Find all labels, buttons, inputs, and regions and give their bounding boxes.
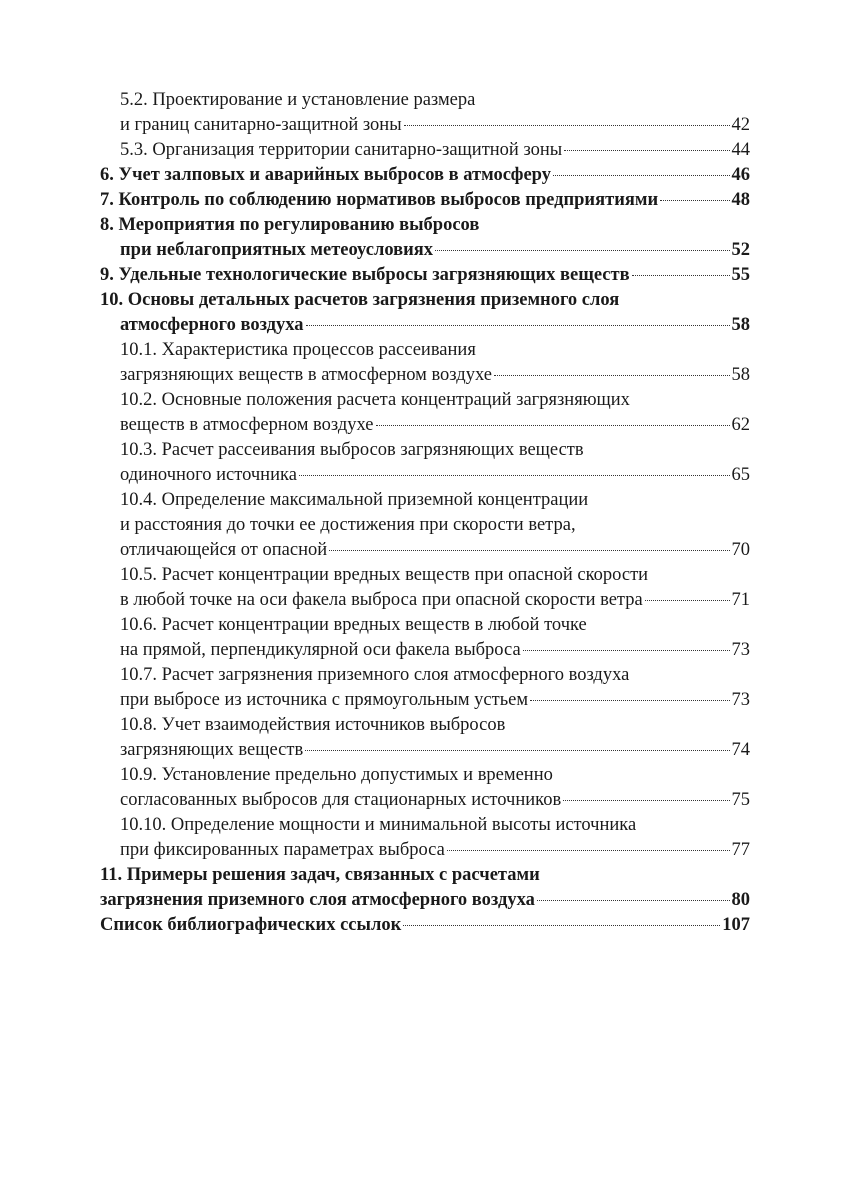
toc-entry-title: 6. Учет залповых и аварийных выбросов в атмосферу	[100, 165, 551, 185]
toc-page-number: 62	[731, 415, 750, 435]
toc-entry-title: Список библиографических ссылок	[100, 915, 402, 935]
dot-leader	[564, 150, 729, 151]
toc-entry[interactable]	[100, 438, 750, 488]
toc-page-number: 107	[722, 915, 750, 935]
toc-entry-line	[100, 513, 750, 538]
toc-page-number: 58	[731, 315, 750, 335]
toc-entry[interactable]	[100, 263, 750, 288]
toc-entry-title: одиночного источника	[120, 465, 297, 485]
toc-page-number: 52	[731, 240, 750, 260]
toc-page-number: 77	[731, 840, 750, 860]
toc-page-number: 48	[731, 190, 750, 210]
dot-leader	[305, 750, 729, 751]
toc-page-number: 42	[731, 115, 750, 135]
toc-entry-line	[100, 838, 750, 863]
toc-page-number: 55	[731, 265, 750, 285]
toc-entry-title: 10.1. Характеристика процессов рассеивания	[120, 340, 476, 360]
dot-leader	[447, 850, 730, 851]
toc-entry-line	[100, 538, 750, 563]
toc-entry-line	[100, 438, 750, 463]
toc-page-number: 80	[731, 890, 750, 910]
toc-entry-title: при неблагоприятных метеоусловиях	[120, 240, 434, 260]
dot-leader	[632, 275, 730, 276]
toc-entry-title: загрязнения приземного слоя атмосферного воздуха	[100, 890, 535, 910]
toc-entry[interactable]	[100, 388, 750, 438]
toc-entry[interactable]	[100, 88, 750, 138]
dot-leader	[563, 800, 729, 801]
toc-page-number: 46	[731, 165, 750, 185]
toc-entry-title: атмосферного воздуха	[120, 315, 304, 335]
toc-entry-line	[100, 913, 750, 938]
toc-entry[interactable]	[100, 613, 750, 663]
toc-entry[interactable]	[100, 763, 750, 813]
toc-entry-line	[100, 613, 750, 638]
toc-entry-title: загрязняющих веществ	[120, 740, 304, 760]
toc-entry[interactable]	[100, 138, 750, 163]
toc-page-number: 73	[731, 690, 750, 710]
table-of-contents	[100, 88, 750, 938]
toc-entry[interactable]	[100, 563, 750, 613]
dot-leader	[403, 925, 720, 926]
toc-page-number: 65	[731, 465, 750, 485]
toc-entry-line	[100, 263, 750, 288]
toc-page-number: 58	[731, 365, 750, 385]
toc-entry-line	[100, 638, 750, 663]
toc-page-number: 73	[731, 640, 750, 660]
toc-entry-title: отличающейся от опасной	[120, 540, 328, 560]
toc-page-number: 71	[731, 590, 750, 610]
toc-entry[interactable]	[100, 288, 750, 338]
toc-entry-title: 10.2. Основные положения расчета концентраций загрязняющих	[120, 390, 630, 410]
toc-entry[interactable]	[100, 663, 750, 713]
toc-entry-title: 10.5. Расчет концентрации вредных веществ при опасной скорости	[120, 565, 649, 585]
toc-entry-title: при выбросе из источника с прямоугольным устьем	[120, 690, 529, 710]
toc-entry-title: 5.2. Проектирование и установление размера	[120, 90, 476, 110]
toc-entry[interactable]	[100, 213, 750, 263]
dot-leader	[645, 600, 730, 601]
toc-entry-line	[100, 763, 750, 788]
toc-entry-title: и границ санитарно-защитной зоны	[120, 115, 402, 135]
toc-entry[interactable]	[100, 488, 750, 563]
toc-entry-title: и расстояния до точки ее достижения при скорости ветра,	[120, 515, 576, 535]
toc-entry-title: 10.9. Установление предельно допустимых и временно	[120, 765, 553, 785]
toc-entry-title: загрязняющих веществ в атмосферном воздухе	[120, 365, 492, 385]
toc-entry-title: веществ в атмосферном воздухе	[120, 415, 374, 435]
toc-entry-title: 10.7. Расчет загрязнения приземного слоя атмосферного воздуха	[120, 665, 630, 685]
toc-entry-title: 10.3. Расчет рассеивания выбросов загрязняющих веществ	[120, 440, 584, 460]
toc-entry-line	[100, 663, 750, 688]
toc-entry-line	[100, 788, 750, 813]
toc-page-number: 74	[731, 740, 750, 760]
toc-entry-title: 7. Контроль по соблюдению нормативов выбросов предприятиями	[100, 190, 659, 210]
toc-entry-line	[100, 863, 750, 888]
toc-entry-line	[100, 338, 750, 363]
toc-entry[interactable]	[100, 338, 750, 388]
toc-entry-line	[100, 238, 750, 263]
dot-leader	[523, 650, 730, 651]
toc-entry-line	[100, 388, 750, 413]
toc-entry[interactable]	[100, 163, 750, 188]
dot-leader	[404, 125, 730, 126]
toc-entry-title: согласованных выбросов для стационарных источников	[120, 790, 562, 810]
toc-entry-line	[100, 288, 750, 313]
toc-entry-line	[100, 138, 750, 163]
dot-leader	[376, 425, 730, 426]
toc-entry-line	[100, 888, 750, 913]
toc-entry-line	[100, 213, 750, 238]
toc-entry-line	[100, 563, 750, 588]
toc-entry-line	[100, 813, 750, 838]
toc-entry-line	[100, 488, 750, 513]
toc-entry-title: 10.6. Расчет концентрации вредных веществ в любой точке	[120, 615, 587, 635]
toc-entry-title: 10.4. Определение максимальной приземной концентрации	[120, 490, 589, 510]
toc-entry-line	[100, 413, 750, 438]
toc-entry-line	[100, 588, 750, 613]
dot-leader	[306, 325, 730, 326]
dot-leader	[553, 175, 730, 176]
toc-entry-title: 5.3. Организация территории санитарно-защитной зоны	[120, 140, 563, 160]
toc-page-number: 44	[731, 140, 750, 160]
toc-entry-line	[100, 688, 750, 713]
toc-entry-line	[100, 188, 750, 213]
toc-entry-line	[100, 713, 750, 738]
toc-entry-line	[100, 163, 750, 188]
dot-leader	[660, 200, 729, 201]
toc-entry-line	[100, 313, 750, 338]
toc-entry[interactable]	[100, 913, 750, 938]
toc-entry-line	[100, 363, 750, 388]
dot-leader	[435, 250, 729, 251]
dot-leader	[530, 700, 729, 701]
toc-entry-line	[100, 463, 750, 488]
toc-entry-title: при фиксированных параметрах выброса	[120, 840, 445, 860]
toc-entry-title: 10. Основы детальных расчетов загрязнения приземного слоя	[100, 290, 620, 310]
dot-leader	[537, 900, 730, 901]
toc-entry-title: в любой точке на оси факела выброса при опасной скорости ветра	[120, 590, 643, 610]
toc-entry-title: 10.8. Учет взаимодействия источников выбросов	[120, 715, 506, 735]
toc-entry-title: 11. Примеры решения задач, связанных с расчетами	[100, 865, 540, 885]
dot-leader	[299, 475, 730, 476]
toc-entry-title: 8. Мероприятия по регулированию выбросов	[100, 215, 480, 235]
toc-page-number: 70	[731, 540, 750, 560]
toc-entry-title: 9. Удельные технологические выбросы загрязняющих веществ	[100, 265, 630, 285]
dot-leader	[494, 375, 730, 376]
toc-entry[interactable]	[100, 863, 750, 913]
toc-entry[interactable]	[100, 813, 750, 863]
toc-entry-title: на прямой, перпендикулярной оси факела выброса	[120, 640, 521, 660]
toc-page-number: 75	[731, 790, 750, 810]
toc-entry-line	[100, 88, 750, 113]
toc-entry-title: 10.10. Определение мощности и минимальной высоты источника	[120, 815, 637, 835]
toc-entry[interactable]	[100, 188, 750, 213]
toc-entry[interactable]	[100, 713, 750, 763]
toc-entry-line	[100, 113, 750, 138]
dot-leader	[329, 550, 729, 551]
toc-entry-line	[100, 738, 750, 763]
